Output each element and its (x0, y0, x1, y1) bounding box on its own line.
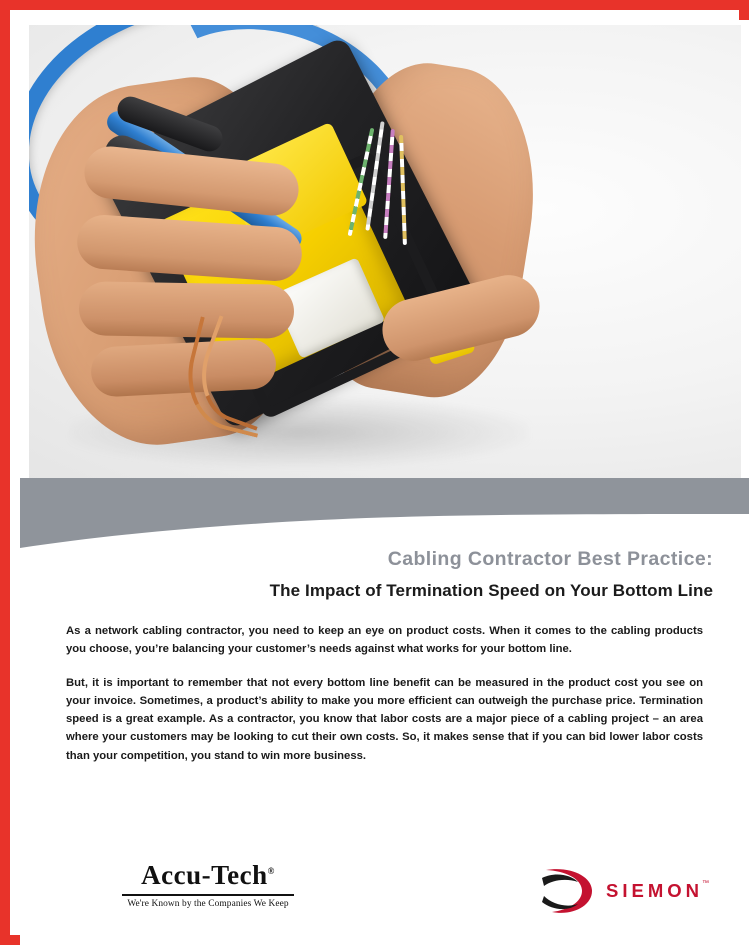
title-block (20, 548, 749, 601)
footer (20, 840, 749, 940)
accutech-name-text: Accu-Tech (141, 860, 268, 890)
accutech-tagline: We're Known by the Companies We Keep (127, 899, 289, 909)
body-paragraph-2: But, it is important to remember that not every bottom line benefit can be measured in the product cost you see on your invoice. Sometimes, a product’s ability to make you more efficient can outweigh the purchase price. Termination speed is a great example. As a contractor, you know that labor costs are a major piece of a cabling project – an area where your customers may be looking to cut their own costs. So, it makes sense that if you can bid lower labor costs than your competition, you stand to win more business. (66, 676, 703, 762)
siemon-wordmark: SIEMON (606, 880, 703, 901)
swoosh-shape-icon (20, 478, 749, 548)
registered-trademark-icon: ® (267, 866, 275, 876)
accutech-wordmark (141, 860, 275, 891)
page-inner (20, 20, 749, 945)
page-eyebrow-title: Cabling Contractor Best Practice: (387, 548, 713, 570)
page-title: The Impact of Termination Speed on Your Bottom Line (269, 581, 713, 600)
cable-termination-photo (29, 25, 741, 485)
siemon-swoosh-logo-icon (540, 866, 598, 916)
grey-swoosh-divider (20, 478, 749, 548)
hero-image (29, 25, 741, 485)
body-paragraph-1: As a network cabling contractor, you need to keep an eye on product costs. When it comes to the cabling products you choose, you’re balancing your customer’s needs against what works for your bottom line. (66, 625, 703, 656)
accutech-logo (88, 860, 328, 909)
accutech-rule (122, 894, 294, 896)
trademark-icon: ™ (702, 880, 709, 887)
body-copy (66, 622, 703, 780)
siemon-logo (540, 864, 730, 918)
